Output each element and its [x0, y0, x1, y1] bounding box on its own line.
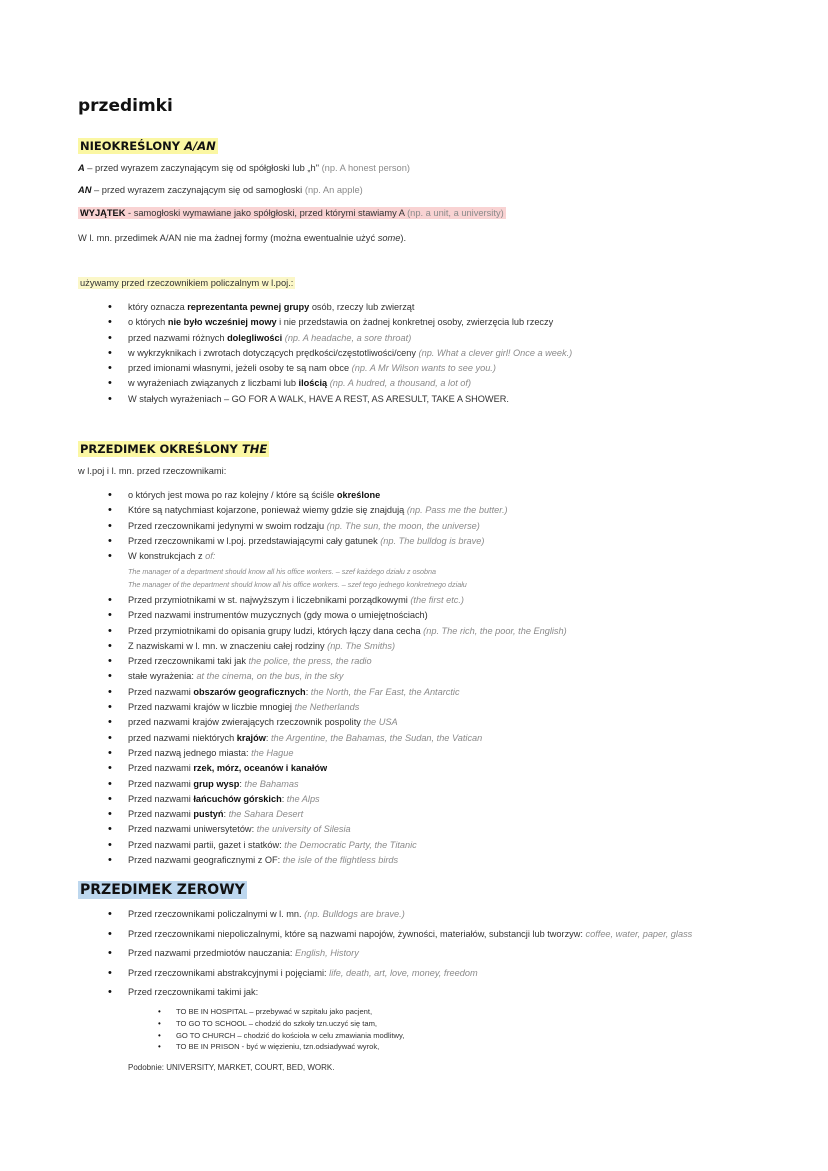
item-text: Przed rzeczownikami abstrakcyjnymi i pojęciami:	[128, 967, 330, 978]
list-item	[108, 331, 572, 346]
list-item	[108, 376, 572, 391]
item-example: (np. A Mr Wilson wants to see you.)	[351, 363, 496, 374]
item-example: (np. The Smiths)	[327, 640, 396, 651]
item-example: (np. The sun, the moon, the universe)	[326, 520, 480, 531]
item-text-tail: :	[305, 686, 311, 697]
item-text: stałe wyrażenia:	[128, 671, 197, 682]
example-item: • TO BE IN HOSPITAL – przebywać w szpitalu jako pacjent,	[158, 1006, 404, 1018]
item-example: the Netherlands	[294, 702, 360, 713]
item-text: Przed rzeczownikami takimi jak:	[128, 987, 259, 997]
list-item	[108, 944, 692, 964]
item-example: the Alps	[286, 793, 320, 804]
plural-note-post: ).	[400, 233, 407, 243]
item-emphasis: obszarów geograficznych	[193, 686, 306, 697]
zero-examples-list	[158, 1006, 404, 1053]
item-text: Przed przymiotnikami w st. najwyższym i liczebnikami porządkowymi	[128, 595, 411, 605]
item-text: W stałych wyrażeniach – GO FOR A WALK, HAVE A REST, AS ARESULT, TAKE A SHOWER.	[128, 393, 509, 404]
page-title: przedimki	[78, 96, 173, 116]
item-emphasis: krajów	[236, 732, 266, 743]
list-item	[108, 777, 567, 792]
item-text: przed nazwami krajów zwierających rzeczownik pospolity	[128, 717, 364, 728]
list-item	[108, 685, 567, 700]
indefinite-heading	[78, 138, 218, 154]
indefinite-usage-list	[108, 300, 572, 407]
list-item	[108, 853, 567, 868]
item-example: the Argentine, the Bahamas, the Sudan, the Vatican	[270, 732, 483, 743]
item-example: (the first etc.)	[410, 595, 464, 605]
item-text: przed nazwami niektórych	[128, 732, 237, 743]
list-item	[108, 346, 572, 361]
item-emphasis: rzek, mórz, oceanów i kanałów	[193, 763, 328, 774]
rule-a-example: (np. A honest person)	[321, 163, 410, 173]
usage-intro	[78, 278, 295, 288]
list-item	[108, 315, 572, 330]
item-example: the Sahara Desert	[228, 809, 304, 820]
item-emphasis: łańcuchów górskich	[193, 793, 282, 804]
rule-a-text: – przed wyrazem zaczynającym się od spółgłoski lub „h"	[84, 163, 322, 173]
item-text-tail: :	[281, 793, 287, 804]
item-text: o których jest mowa po raz kolejny / które są ściśle	[128, 490, 337, 500]
indefinite-heading-text: NIEOKREŚLONY	[80, 139, 185, 153]
item-text: Przed rzeczownikami jedynymi w swoim rodzaju	[128, 520, 327, 531]
list-item	[108, 639, 567, 654]
list-item	[108, 519, 508, 534]
item-text: Przed nazwami partii, gazet i statków:	[128, 839, 285, 850]
item-text: o których	[128, 317, 168, 328]
definite-usage-list-b	[108, 593, 567, 868]
list-item	[108, 392, 572, 407]
list-item	[108, 838, 567, 853]
item-text: Przed nazwami	[128, 809, 194, 820]
item-example: at the cinema, on the bus, in the sky	[196, 671, 344, 682]
item-text: w wyrażeniach związanych z liczbami lub	[128, 378, 299, 389]
zero-heading: PRZEDIMEK ZEROWY	[80, 882, 245, 898]
item-example: English, History	[295, 948, 359, 958]
list-item	[108, 983, 692, 1003]
example-item: • GO TO CHURCH – chodzić do kościoła w celu zmawiania modlitwy,	[158, 1030, 404, 1042]
of-example-2: The manager of the department should know all his office workers. – szef tego jednego konkretnego działu	[128, 580, 467, 589]
item-emphasis: grup wysp	[193, 778, 240, 789]
list-item	[108, 549, 508, 564]
list-item	[108, 746, 567, 761]
rule-an	[78, 185, 363, 195]
item-emphasis: nie było wcześniej mowy	[167, 317, 277, 328]
item-text: w wykrzyknikach i zwrotach dotyczących prędkości/częstotliwości/ceny	[128, 347, 419, 358]
definite-heading-italic: THE	[241, 442, 268, 456]
list-item	[108, 361, 572, 376]
item-text: Z nazwiskami w l. mn. w znaczeniu całej rodziny	[128, 640, 328, 651]
list-item	[108, 822, 567, 837]
item-text: Przed nazwami przedmiotów nauczania:	[128, 948, 295, 958]
list-item	[108, 593, 567, 608]
item-emphasis: pustyń	[193, 809, 224, 820]
item-example: (np. Bulldogs are brave.)	[304, 909, 405, 919]
list-item	[108, 731, 567, 746]
list-item	[108, 654, 567, 669]
list-item	[108, 807, 567, 822]
rule-an-example: (np. An apple)	[304, 185, 363, 195]
item-example: (np. The rich, the poor, the English)	[423, 625, 567, 636]
item-example: of:	[205, 551, 216, 562]
of-example-1: The manager of a department should know all his office workers. – szef każdego działu z osobna	[128, 567, 437, 576]
list-item	[108, 700, 567, 715]
item-example: (np. What a clever girl! Once a week.)	[418, 347, 573, 358]
definite-heading-text: PRZEDIMEK OKREŚLONY	[80, 442, 242, 456]
rule-a-term: A	[78, 163, 85, 173]
item-example: (np. The bulldog is brave)	[380, 535, 485, 546]
item-text: Przed nazwami	[128, 686, 194, 697]
item-text: który oznacza	[128, 302, 188, 312]
item-text: Przed nazwami krajów w liczbie mnogiej	[128, 702, 295, 713]
similar-note: Podobnie: UNIVERSITY, MARKET, COURT, BED, WORK.	[128, 1063, 335, 1072]
item-example: coffee, water, paper, glass	[585, 928, 693, 939]
indefinite-heading-italic: A/AN	[184, 139, 216, 153]
item-text: Przed nazwami	[128, 763, 194, 774]
list-item	[108, 715, 567, 730]
definite-usage-list-a	[108, 488, 508, 564]
item-text: Przed rzeczownikami taki jak	[128, 656, 249, 667]
item-text: Przed rzeczownikami policzalnymi w l. mn.	[128, 909, 305, 919]
item-text: Przed nazwami instrumentów muzycznych (gdy mowa o umiejętnościach)	[128, 610, 428, 621]
item-text-tail: :	[223, 809, 229, 820]
item-text: Które są natychmiast kojarzone, ponieważ wiemy gdzie się znajdują	[128, 505, 407, 516]
item-example: the USA	[363, 717, 398, 728]
item-example: the Hague	[251, 747, 294, 758]
item-text: Przed nazwami	[128, 793, 194, 804]
item-text: przed nazwami różnych	[128, 332, 228, 343]
item-example: (np. A hudred, a thousand, a lot of)	[329, 378, 472, 389]
exception-example: (np. a unit, a university)	[407, 208, 504, 218]
definite-heading	[78, 441, 269, 457]
list-item	[108, 608, 567, 623]
list-item	[108, 300, 572, 315]
item-text-tail: :	[265, 732, 271, 743]
item-emphasis: określone	[336, 490, 381, 500]
item-example: (np. Pass me the butter.)	[406, 505, 508, 516]
item-example: (np. A headache, a sore throat)	[284, 332, 412, 343]
list-item	[108, 624, 567, 639]
item-text: Przed nazwami geograficznymi z OF:	[128, 855, 283, 866]
exception-line	[78, 208, 506, 218]
item-text: przed imionami własnymi, jeżeli osoby te są nam obce	[128, 363, 352, 374]
list-item	[108, 761, 567, 776]
item-text: Przed rzeczownikami niepoliczalnymi, które są nazwami napojów, żywności, materiałów, substancji lub tworzyw:	[128, 928, 586, 939]
item-emphasis: dolegliwości	[227, 332, 283, 343]
list-item	[108, 488, 508, 503]
example-item: • TO GO TO SCHOOL – chodzić do szkoły tzn.uczyć się tam,	[158, 1018, 404, 1030]
rule-an-text: – przed wyrazem zaczynającym się od samogłoski	[91, 185, 305, 195]
item-emphasis: reprezentanta pewnej grupy	[187, 302, 310, 312]
list-item	[108, 964, 692, 984]
item-text: Przed nazwą jednego miasta:	[128, 747, 252, 758]
list-item	[108, 503, 508, 518]
item-example: the university of Silesia	[256, 824, 351, 835]
item-text-tail: :	[239, 778, 245, 789]
item-text: W konstrukcjach z	[128, 551, 206, 562]
example-item: • TO BE IN PRISON - być w więzieniu, tzn.odsiadywać wyrok,	[158, 1041, 404, 1053]
item-example: the North, the Far East, the Antarctic	[310, 686, 460, 697]
rule-an-term: AN	[78, 185, 92, 195]
item-text-tail: i nie przedstawia on żadnej konkretnej osoby, zwierzęcia lub rzeczy	[276, 317, 554, 328]
rule-a	[78, 163, 410, 173]
item-text: Przed rzeczownikami w l.poj. przedstawiającymi cały gatunek	[128, 535, 381, 546]
list-item	[108, 925, 692, 945]
item-example: the police, the press, the radio	[248, 656, 372, 667]
plural-note	[78, 233, 406, 243]
item-text: Przed nazwami	[128, 778, 194, 789]
item-emphasis: ilością	[298, 378, 328, 389]
item-text: Przed przymiotnikami do opisania grupy ludzi, których łączy dana cecha	[128, 625, 424, 636]
list-item	[108, 534, 508, 549]
exception-term: WYJĄTEK	[80, 208, 126, 218]
item-example: the Bahamas	[244, 778, 299, 789]
item-example: the isle of the flightless birds	[282, 855, 399, 866]
usage-intro-text: używamy przed rzeczownikiem policzalnym w l.poj.:	[80, 278, 294, 288]
item-example: life, death, art, love, money, freedom	[329, 967, 478, 978]
zero-usage-list	[108, 905, 692, 1003]
plural-note-word: some	[377, 233, 401, 243]
item-text: Przed nazwami uniwersytetów:	[128, 824, 257, 835]
item-text-tail: osób, rzeczy lub zwierząt	[309, 302, 415, 312]
list-item	[108, 905, 692, 925]
list-item	[108, 792, 567, 807]
plural-note-pre: W l. mn. przedimek A/AN nie ma żadnej formy (można ewentualnie użyć	[78, 233, 378, 243]
exception-text: - samogłoski wymawiane jako spółgłoski, przed którymi stawiamy A	[125, 208, 408, 218]
item-example: the Democratic Party, the Titanic	[284, 839, 417, 850]
definite-intro: w l.poj i l. mn. przed rzeczownikami:	[78, 466, 227, 476]
list-item	[108, 669, 567, 684]
